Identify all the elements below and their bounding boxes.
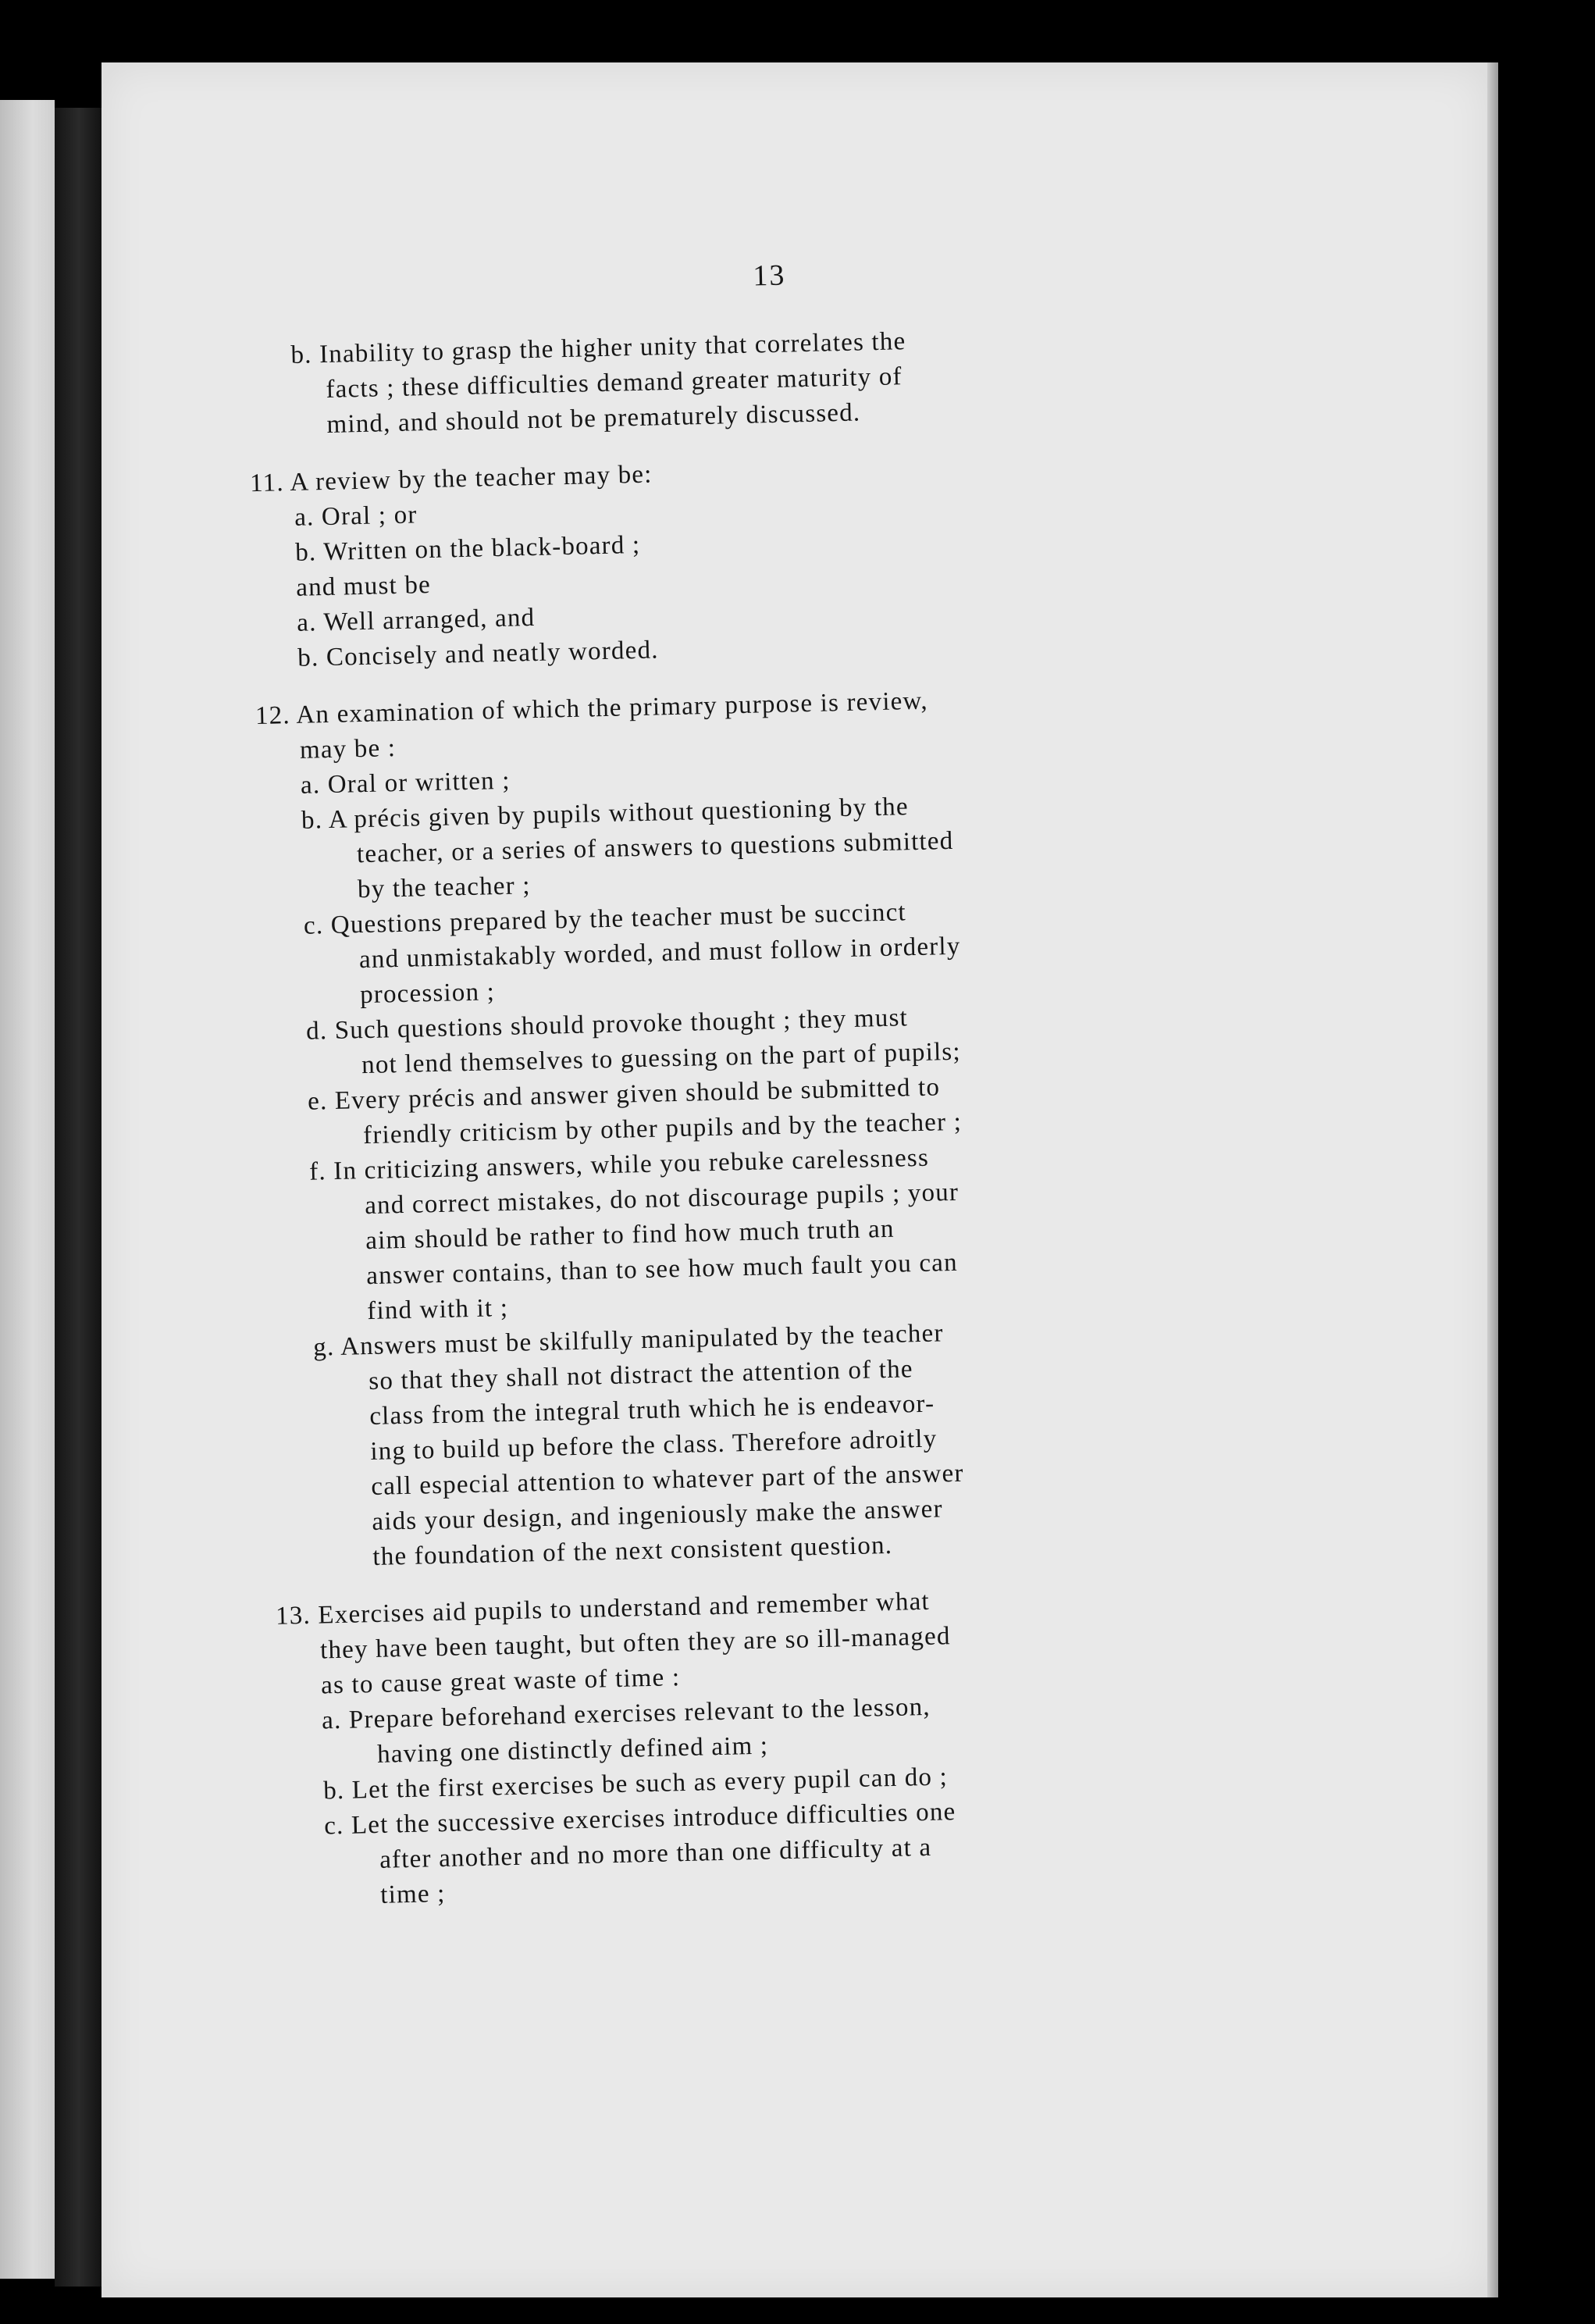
text-line: mind, and should not be prematurely discussed. bbox=[326, 398, 861, 439]
text-line: b. Inability to grasp the higher unity that correlates the bbox=[290, 327, 906, 369]
text-line: friendly criticism by other pupils and by the teacher ; bbox=[362, 1107, 963, 1150]
text-line: answer contains, than to see how much fault you can bbox=[365, 1248, 959, 1291]
text-line: having one distinctly defined aim ; bbox=[376, 1731, 769, 1769]
text-line: by the teacher ; bbox=[357, 872, 532, 904]
text-line: the foundation of the next consistent question. bbox=[372, 1531, 893, 1571]
page-number: 13 bbox=[752, 258, 786, 293]
text-line: a. Oral ; or bbox=[294, 501, 418, 532]
text-line: aids your design, and ingeniously make the answer bbox=[372, 1495, 944, 1536]
book-binding bbox=[55, 108, 103, 2287]
text-line: a. Prepare beforehand exercises relevant to the lesson, bbox=[321, 1692, 931, 1735]
text-line: ing to build up before the class. Therefore adroitly bbox=[369, 1424, 938, 1467]
previous-page-edge bbox=[0, 100, 55, 2279]
text-line: and correct mistakes, do not discourage pupils ; your bbox=[364, 1178, 959, 1221]
text-line: b. Written on the black-board ; bbox=[294, 530, 641, 567]
text-line: b. Concisely and neatly worded. bbox=[297, 636, 660, 672]
text-line: facts ; these difficulties demand greater maturity of bbox=[326, 362, 903, 404]
item-heading: 11. A review by the teacher may be: bbox=[249, 460, 653, 498]
text-line: aim should be rather to find how much truth an bbox=[365, 1214, 895, 1256]
page-text bbox=[249, 248, 1286, 1914]
text-line: after another and no more than one difficulty at a bbox=[379, 1833, 932, 1874]
item-heading: 12. An examination of which the primary purpose is review, bbox=[255, 686, 929, 731]
item-11 bbox=[249, 444, 1259, 676]
text-line: find with it ; bbox=[366, 1293, 509, 1326]
item-13 bbox=[275, 1577, 1287, 1915]
text-line: f. In criticizing answers, while you rebuke carelessness bbox=[308, 1143, 930, 1186]
text-line: c. Questions prepared by the teacher must be succinct bbox=[303, 898, 907, 940]
text-line: so that they shall not distract the attention of the bbox=[368, 1355, 914, 1396]
text-line: and unmistakably worded, and must follow in orderly bbox=[358, 932, 961, 975]
item-heading: 13. Exercises aid pupils to understand and remember what bbox=[275, 1587, 931, 1631]
text-line: call especial attention to whatever part of the answer bbox=[370, 1459, 964, 1502]
text-line: b. Let the first exercises be such as every pupil can do ; bbox=[322, 1763, 949, 1805]
text-line: time ; bbox=[379, 1879, 446, 1909]
text-line: a. Oral or written ; bbox=[300, 766, 511, 800]
item-12 bbox=[255, 676, 1278, 1577]
text-line: they have been taught, but often they are so ill-managed bbox=[319, 1622, 951, 1665]
text-line: class from the integral truth which he is endeavor- bbox=[368, 1389, 935, 1431]
text-line: may be : bbox=[299, 734, 397, 765]
text-line: teacher, or a series of answers to questions submitted bbox=[356, 826, 954, 869]
text-line: not lend themselves to guessing on the part of pupils; bbox=[361, 1037, 962, 1080]
text-line: c. Let the successive exercises introduce difficulties one bbox=[323, 1798, 956, 1841]
text-line: g. Answers must be skilfully manipulated by the teacher bbox=[312, 1319, 944, 1362]
text-line: and must be bbox=[295, 570, 432, 602]
page-edge-shadow bbox=[1487, 62, 1498, 2297]
text-line: b. A précis given by pupils without questioning by the bbox=[301, 793, 910, 835]
text-line: d. Such questions should provoke thought ; they must bbox=[305, 1003, 909, 1046]
text-line: procession ; bbox=[359, 978, 496, 1010]
text-line: e. Every précis and answer given should be submitted to bbox=[307, 1073, 941, 1116]
text-line: a. Well arranged, and bbox=[296, 603, 536, 637]
text-line: as to cause great waste of time : bbox=[320, 1663, 681, 1700]
